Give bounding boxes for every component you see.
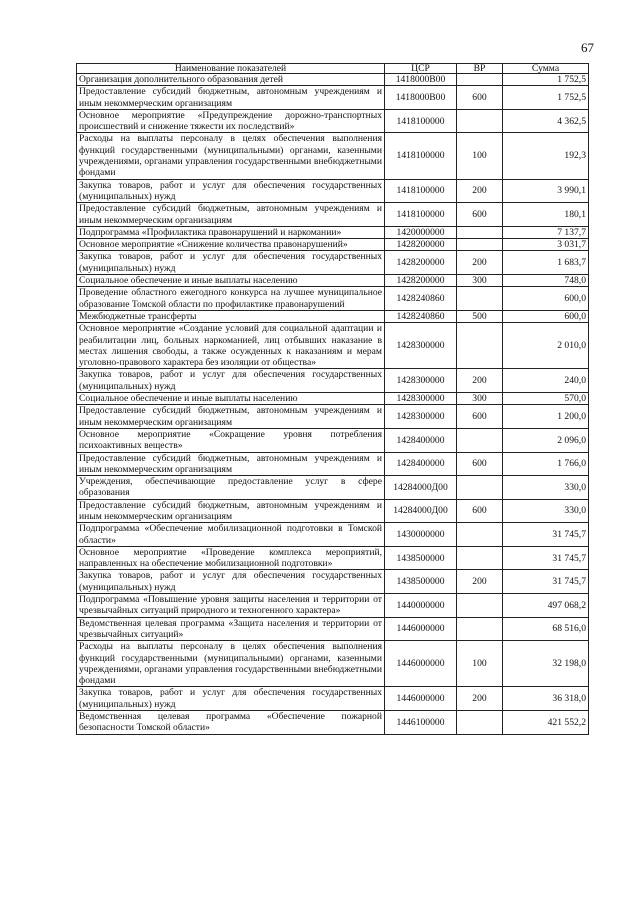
cell-csr: 1418100000 [385, 179, 457, 203]
cell-vr: 600 [457, 405, 503, 429]
cell-csr: 1438500000 [385, 546, 457, 570]
table-row [77, 179, 589, 203]
cell-csr: 1418100000 [385, 203, 457, 227]
cell-name: Основное мероприятие «Сокращение уровня потребления психоактивных веществ» [77, 428, 385, 452]
page-number: 67 [581, 40, 594, 55]
table-row [77, 476, 589, 500]
cell-csr: 1446000000 [385, 641, 457, 687]
table-row [77, 239, 589, 251]
cell-csr: 1418000В00 [385, 86, 457, 110]
table-row [77, 546, 589, 570]
cell-vr: 100 [457, 133, 503, 179]
cell-sum: 1 683,7 [503, 251, 589, 275]
table-row [77, 287, 589, 311]
cell-name: Ведомственная целевая программа «Защита населения и территории от чрезвычайных ситуаций» [77, 617, 385, 641]
cell-vr: 500 [457, 310, 503, 322]
cell-name: Закупка товаров, работ и услуг для обеспечения государственных (муниципальных) нужд [77, 687, 385, 711]
header-sum: Сумма [503, 64, 589, 74]
table-row [77, 452, 589, 476]
cell-name: Предоставление субсидий бюджетным, автономным учреждениям и иным некоммерческим организациям [77, 405, 385, 429]
cell-vr: 200 [457, 570, 503, 594]
cell-name: Социальное обеспечение и иные выплаты населению [77, 275, 385, 287]
table-body [77, 74, 589, 735]
cell-vr [457, 594, 503, 618]
cell-name: Закупка товаров, работ и услуг для обеспечения государственных (муниципальных) нужд [77, 369, 385, 393]
cell-csr: 1446000000 [385, 687, 457, 711]
cell-csr: 1428400000 [385, 428, 457, 452]
table-row [77, 428, 589, 452]
cell-vr [457, 239, 503, 251]
cell-vr [457, 617, 503, 641]
cell-name: Ведомственная целевая программа «Обеспечение пожарной безопасности Томской области» [77, 711, 385, 735]
table-row [77, 523, 589, 547]
cell-csr: 1428300000 [385, 369, 457, 393]
cell-sum: 36 318,0 [503, 687, 589, 711]
cell-sum: 2 010,0 [503, 323, 589, 369]
cell-vr [457, 523, 503, 547]
table-row [77, 323, 589, 369]
cell-vr: 100 [457, 641, 503, 687]
table-row [77, 109, 589, 133]
cell-csr: 1418000В00 [385, 74, 457, 86]
table-row [77, 133, 589, 179]
cell-sum: 1 752,5 [503, 74, 589, 86]
cell-name: Основное мероприятие «Создание условий для социальной адаптации и реабилитации лиц, больных наркоманией, лиц отбывших наказание в местах лишения свободы, а также осужденных к наказаниям и мерам уголовно-правового характера без изоляции от общества» [77, 323, 385, 369]
cell-vr: 300 [457, 393, 503, 405]
cell-csr: 1428300000 [385, 405, 457, 429]
cell-sum: 421 552,2 [503, 711, 589, 735]
cell-vr: 600 [457, 452, 503, 476]
cell-sum: 1 752,5 [503, 86, 589, 110]
cell-sum: 748,0 [503, 275, 589, 287]
header-name: Наименование показателей [77, 64, 385, 74]
table-row [77, 617, 589, 641]
cell-name: Закупка товаров, работ и услуг для обеспечения государственных (муниципальных) нужд [77, 570, 385, 594]
table-row [77, 251, 589, 275]
cell-sum: 31 745,7 [503, 570, 589, 594]
table-row [77, 594, 589, 618]
cell-name: Подпрограмма «Обеспечение мобилизационной подготовки в Томской области» [77, 523, 385, 547]
cell-sum: 570,0 [503, 393, 589, 405]
cell-sum: 32 198,0 [503, 641, 589, 687]
cell-name: Основное мероприятие «Снижение количества правонарушений» [77, 239, 385, 251]
cell-name: Подпрограмма «Повышение уровня защиты населения и территории от чрезвычайных ситуаций природного и техногенного характера» [77, 594, 385, 618]
cell-name: Организация дополнительного образования детей [77, 74, 385, 86]
cell-vr [457, 428, 503, 452]
table-row [77, 711, 589, 735]
cell-sum: 3 990,1 [503, 179, 589, 203]
cell-sum: 31 745,7 [503, 523, 589, 547]
cell-name: Социальное обеспечение и иные выплаты населению [77, 393, 385, 405]
table-row [77, 310, 589, 322]
cell-name: Основное мероприятие «Проведение комплекса мероприятий, направленных на обеспечение мобилизационной подготовки» [77, 546, 385, 570]
cell-sum: 4 362,5 [503, 109, 589, 133]
table-row [77, 570, 589, 594]
cell-name: Предоставление субсидий бюджетным, автономным учреждениям и иным некоммерческим организациям [77, 452, 385, 476]
cell-name: Закупка товаров, работ и услуг для обеспечения государственных (муниципальных) нужд [77, 179, 385, 203]
cell-name: Предоставление субсидий бюджетным, автономным учреждениям и иным некоммерческим организациям [77, 203, 385, 227]
cell-vr: 200 [457, 369, 503, 393]
cell-sum: 180,1 [503, 203, 589, 227]
table-row [77, 203, 589, 227]
cell-csr: 1420000000 [385, 226, 457, 238]
cell-name: Учреждения, обеспечивающие предоставление услуг в сфере образования [77, 476, 385, 500]
cell-vr [457, 546, 503, 570]
cell-vr [457, 711, 503, 735]
cell-csr: 1428300000 [385, 323, 457, 369]
cell-sum: 600,0 [503, 287, 589, 311]
cell-name: Основное мероприятие «Предупреждение дорожно-транспортных происшествий и снижение тяжести их последствий» [77, 109, 385, 133]
table-row [77, 499, 589, 523]
cell-vr [457, 109, 503, 133]
cell-csr: 1428200000 [385, 251, 457, 275]
cell-csr: 1418100000 [385, 109, 457, 133]
cell-csr: 1446100000 [385, 711, 457, 735]
cell-name: Проведение областного ежегодного конкурса на лучшее муниципальное образование Томской области по профилактике правонарушений [77, 287, 385, 311]
cell-csr: 14284000Д00 [385, 499, 457, 523]
budget-table [76, 63, 589, 735]
cell-vr: 600 [457, 86, 503, 110]
cell-csr: 1446000000 [385, 617, 457, 641]
table-row [77, 641, 589, 687]
cell-name: Предоставление субсидий бюджетным, автономным учреждениям и иным некоммерческим организациям [77, 86, 385, 110]
cell-name: Предоставление субсидий бюджетным, автономным учреждениям и иным некоммерческим организациям [77, 499, 385, 523]
cell-csr: 1430000000 [385, 523, 457, 547]
cell-sum: 600,0 [503, 310, 589, 322]
cell-sum: 497 068,2 [503, 594, 589, 618]
cell-csr: 1418100000 [385, 133, 457, 179]
cell-csr: 1440000000 [385, 594, 457, 618]
cell-csr: 1428200000 [385, 275, 457, 287]
cell-vr [457, 476, 503, 500]
cell-vr: 600 [457, 203, 503, 227]
header-csr: ЦСР [385, 64, 457, 74]
table-row [77, 226, 589, 238]
cell-sum: 68 516,0 [503, 617, 589, 641]
table-row [77, 74, 589, 86]
table-row [77, 687, 589, 711]
cell-csr: 1428400000 [385, 452, 457, 476]
cell-name: Закупка товаров, работ и услуг для обеспечения государственных (муниципальных) нужд [77, 251, 385, 275]
cell-vr: 200 [457, 179, 503, 203]
cell-sum: 2 096,0 [503, 428, 589, 452]
cell-vr: 300 [457, 275, 503, 287]
table-header-row [77, 64, 589, 74]
cell-sum: 192,3 [503, 133, 589, 179]
cell-vr: 200 [457, 687, 503, 711]
cell-csr: 1438500000 [385, 570, 457, 594]
header-vr: ВР [457, 64, 503, 74]
cell-vr [457, 287, 503, 311]
cell-sum: 1 766,0 [503, 452, 589, 476]
cell-csr: 1428300000 [385, 393, 457, 405]
cell-name: Подпрограмма «Профилактика правонарушений и наркомании» [77, 226, 385, 238]
cell-sum: 31 745,7 [503, 546, 589, 570]
cell-name: Расходы на выплаты персоналу в целях обеспечения выполнения функций государственными (муниципальными) органами, казенными учреждениями, органами управления государственными внебюджетными фондами [77, 133, 385, 179]
table-row [77, 275, 589, 287]
cell-name: Расходы на выплаты персоналу в целях обеспечения выполнения функций государственными (муниципальными) органами, казенными учреждениями, органами управления государственными внебюджетными фондами [77, 641, 385, 687]
cell-sum: 240,0 [503, 369, 589, 393]
cell-sum: 3 031,7 [503, 239, 589, 251]
cell-csr: 1428200000 [385, 239, 457, 251]
table-row [77, 86, 589, 110]
table-row [77, 405, 589, 429]
cell-csr: 1428240860 [385, 310, 457, 322]
table-row [77, 369, 589, 393]
cell-vr [457, 226, 503, 238]
cell-vr: 200 [457, 251, 503, 275]
cell-sum: 330,0 [503, 476, 589, 500]
cell-vr [457, 323, 503, 369]
table-row [77, 393, 589, 405]
cell-sum: 330,0 [503, 499, 589, 523]
cell-sum: 7 137,7 [503, 226, 589, 238]
cell-sum: 1 200,0 [503, 405, 589, 429]
cell-csr: 1428240860 [385, 287, 457, 311]
cell-csr: 14284000Д00 [385, 476, 457, 500]
cell-vr: 600 [457, 499, 503, 523]
cell-name: Межбюджетные трансферты [77, 310, 385, 322]
cell-vr [457, 74, 503, 86]
